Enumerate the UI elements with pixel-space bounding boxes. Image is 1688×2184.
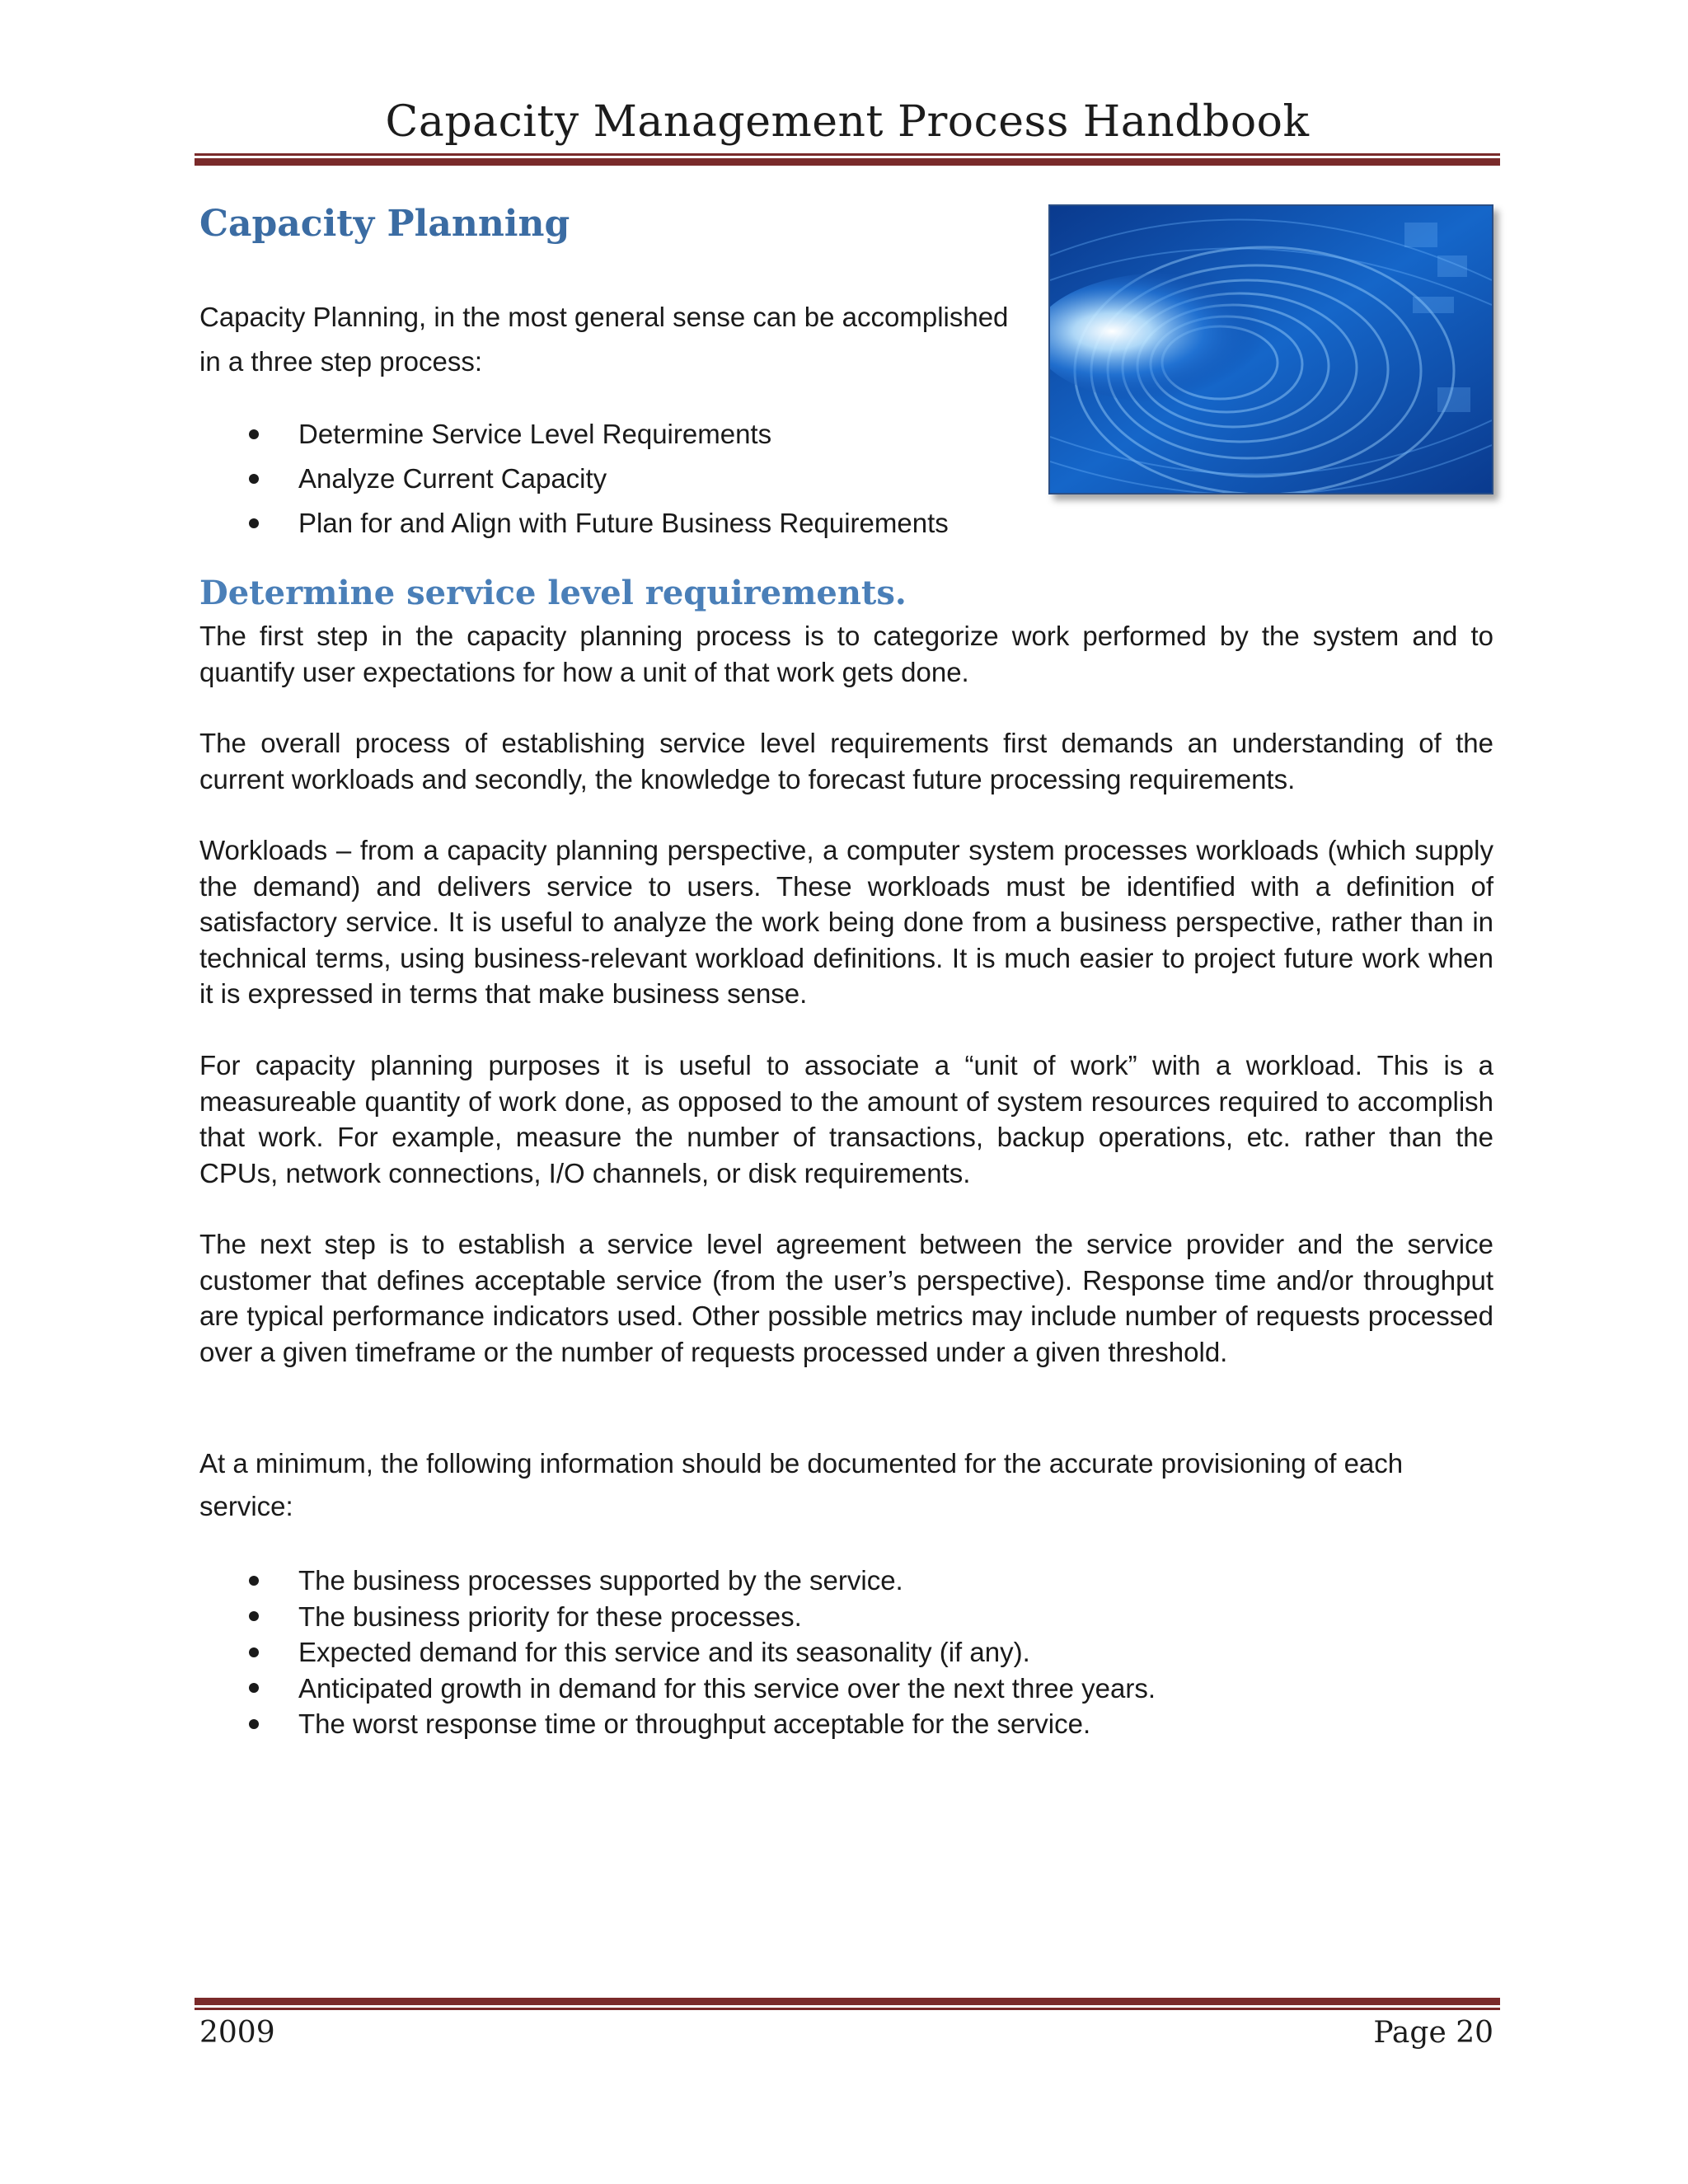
bullet-icon	[249, 1683, 259, 1693]
planning-steps-list	[199, 412, 949, 546]
section-title: Capacity Planning	[199, 203, 570, 245]
footer-page-number: Page 20	[1373, 2016, 1493, 2050]
list-item: The worst response time or throughput acceptable for the service.	[199, 1706, 1156, 1742]
header-rule-thin	[195, 153, 1500, 156]
bullet-icon	[249, 1611, 259, 1621]
section-intro: Capacity Planning, in the most general sense can be accomplished in a three step process:	[199, 302, 1009, 377]
paragraph-1: The first step in the capacity planning process is to categorize work performed by the system and to quantify user expectations for how a unit of that work gets done.	[199, 621, 1493, 687]
paragraph-4: For capacity planning purposes it is useful to associate a “unit of work” with a workload. This is a measureable quantity of work done, as opposed to the amount of system resources required to accomplish that work. For example, measure the number of transactions, backup operations, etc. rather than the CPUs, network connections, I/O channels, or disk requirements.	[199, 1050, 1493, 1188]
page-header-title: Capacity Management Process Handbook	[385, 97, 1310, 147]
subsection-title: Determine service level requirements.	[199, 574, 907, 612]
header-rule-thick	[195, 158, 1500, 166]
list-item: The business priority for these processes.	[199, 1599, 1156, 1635]
documentation-intro: At a minimum, the following information should be documented for the accurate provisioning of each service:	[199, 1448, 1404, 1521]
documentation-list	[199, 1563, 1156, 1742]
bullet-icon	[249, 474, 259, 484]
list-item: Analyze Current Capacity	[199, 457, 949, 501]
bullet-icon	[249, 518, 259, 528]
footer-year: 2009	[199, 2016, 275, 2050]
bullet-icon	[249, 1576, 259, 1586]
footer-rule-thin	[195, 2008, 1500, 2010]
bullet-icon	[249, 429, 259, 439]
list-item: Expected demand for this service and its seasonality (if any).	[199, 1634, 1156, 1671]
list-item: Anticipated growth in demand for this service over the next three years.	[199, 1671, 1156, 1707]
list-item: Determine Service Level Requirements	[199, 412, 949, 457]
paragraph-5: The next step is to establish a service level agreement between the service provider and the service customer that defines acceptable service (from the user’s perspective). Response time and/or throughput are typical performance indicators used. Other possible metrics may include number of requests processed over a given timeframe or the number of requests processed under a given threshold.	[199, 1229, 1493, 1367]
footer-rule-thick	[195, 1998, 1500, 2005]
paragraph-3: Workloads – from a capacity planning perspective, a computer system processes workloads (which supply the demand) and delivers service to users. These workloads must be identified with a definition of satisfactory service. It is useful to analyze the work being done from a business perspective, rather than in technical terms, using business-relevant workload definitions. It is much easier to project future work when it is expressed in terms that make business sense.	[199, 835, 1493, 1009]
decorative-blue-swirl-image	[1048, 204, 1493, 494]
bullet-icon	[249, 1647, 259, 1657]
bullet-icon	[249, 1719, 259, 1729]
list-item: The business processes supported by the service.	[199, 1563, 1156, 1599]
list-item: Plan for and Align with Future Business Requirements	[199, 501, 949, 546]
paragraph-2: The overall process of establishing service level requirements first demands an understanding of the current workloads and secondly, the knowledge to forecast future processing requirements.	[199, 728, 1493, 794]
